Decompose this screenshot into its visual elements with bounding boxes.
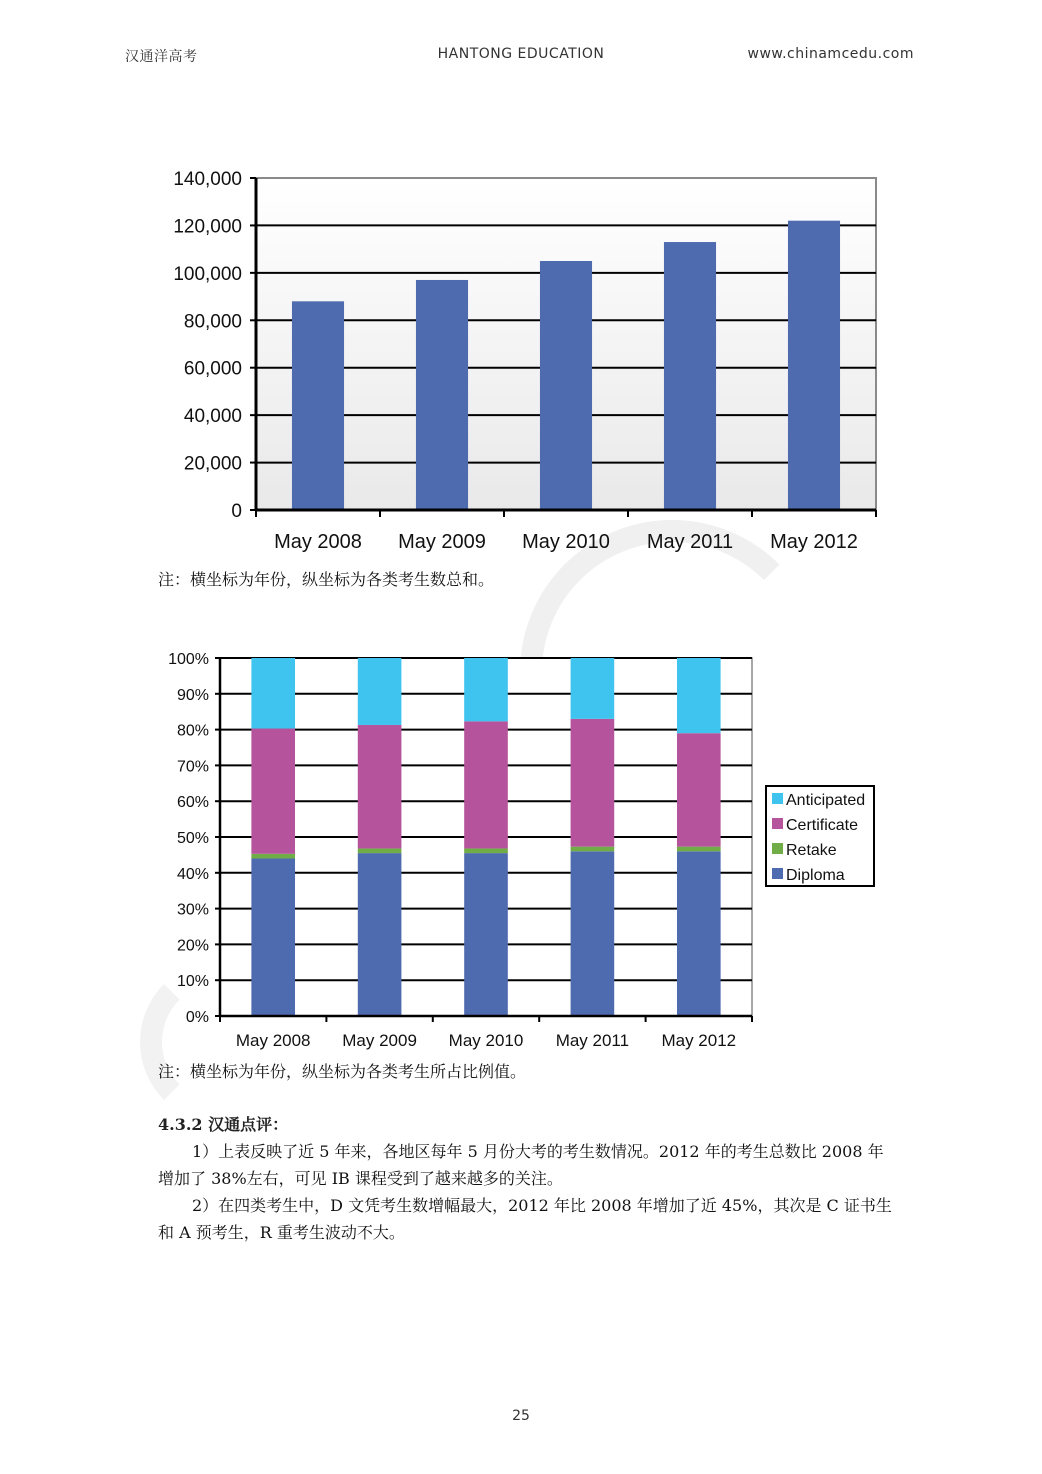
chart1-note: 注：横坐标为年份，纵坐标为各类考生数总和。 xyxy=(158,570,495,589)
chart2-bar-segment-diploma xyxy=(464,853,508,1016)
comment-paragraph-2: 2）在四类考生中，D 文凭考生数增幅最大，2012 年比 2008 年增加了近 45%，其次是 C 证书生和 A 预考生，R 重考生波动不大。 xyxy=(158,1196,892,1242)
legend-label-anticipated: Anticipated xyxy=(786,792,866,809)
chart2-bar-segment-anticipated xyxy=(251,658,295,729)
legend-swatch-diploma xyxy=(772,868,783,879)
legend-label-diploma: Diploma xyxy=(786,867,845,884)
chart2-y-tick-label: 20% xyxy=(176,937,209,955)
chart1-bar xyxy=(788,221,840,510)
chart2-bar-segment-certificate xyxy=(464,721,508,848)
chart2-bar-segment-retake xyxy=(677,847,721,852)
chart2-y-tick-label: 0% xyxy=(185,1009,209,1026)
page-number: 25 xyxy=(512,1408,530,1424)
chart2-y-tick-label: 90% xyxy=(176,686,209,704)
chart2-bar-segment-retake xyxy=(464,848,508,853)
chart1-y-tick-label: 40,000 xyxy=(183,406,242,428)
chart2-x-tick-label: May 2011 xyxy=(555,1031,630,1050)
chart2-x-tick-label: May 2012 xyxy=(661,1031,737,1050)
chart2-bar-segment-certificate xyxy=(571,719,615,847)
chart2-bar-segment-anticipated xyxy=(677,658,721,733)
legend-swatch-retake xyxy=(772,843,783,854)
chart2-bar-segment-certificate xyxy=(251,729,295,854)
chart1-y-tick-label: 120,000 xyxy=(173,216,242,238)
chart2-bar-segment-diploma xyxy=(677,851,721,1016)
chart2-y-tick-label: 80% xyxy=(176,722,209,740)
chart2-bar-segment-anticipated xyxy=(358,658,402,725)
chart1-x-tick-label: May 2010 xyxy=(522,531,610,553)
chart2-bar-segment-diploma xyxy=(251,858,295,1016)
candidate-share-stacked-chart xyxy=(150,645,890,1055)
chart2-bar-segment-certificate xyxy=(358,725,402,849)
chart1-x-tick-label: May 2012 xyxy=(770,531,858,553)
chart2-bar-segment-anticipated xyxy=(571,658,615,719)
chart1-bar xyxy=(416,280,468,510)
legend-swatch-certificate xyxy=(772,818,783,829)
chart1-bar xyxy=(664,242,716,510)
chart2-bar-segment-diploma xyxy=(571,851,615,1016)
chart2-note: 注：横坐标为年份，纵坐标为各类考生所占比例值。 xyxy=(158,1062,527,1081)
chart2-y-tick-label: 60% xyxy=(176,794,209,812)
chart2-legend xyxy=(766,786,874,886)
chart2-y-tick-label: 10% xyxy=(176,973,209,991)
chart1-y-tick-label: 0 xyxy=(231,501,242,522)
chart2-x-tick-label: May 2009 xyxy=(342,1031,417,1050)
section-heading: 4.3.2 汉通点评： xyxy=(158,1115,289,1134)
chart1-bar xyxy=(292,301,344,510)
chart2-bar-segment-diploma xyxy=(358,853,402,1016)
chart2-y-tick-label: 70% xyxy=(176,758,209,776)
header-right: www.chinamcedu.com xyxy=(747,46,914,62)
header-left: 汉通洋高考 xyxy=(125,49,198,65)
chart1-y-tick-label: 60,000 xyxy=(183,358,242,380)
chart2-bar-segment-anticipated xyxy=(464,658,508,721)
chart1-y-tick-label: 100,000 xyxy=(173,263,242,285)
chart2-bar-segment-certificate xyxy=(677,733,721,846)
chart2-bar-segment-retake xyxy=(571,847,615,852)
legend-swatch-anticipated xyxy=(772,793,783,804)
chart2-y-tick-label: 100% xyxy=(168,651,209,668)
legend-label-certificate: Certificate xyxy=(786,817,859,834)
legend-label-retake: Retake xyxy=(786,842,837,859)
chart2-x-tick-label: May 2010 xyxy=(448,1031,524,1050)
chart1-x-tick-label: May 2008 xyxy=(274,531,362,553)
chart1-y-tick-label: 140,000 xyxy=(173,169,242,190)
chart2-bar-segment-retake xyxy=(358,848,402,853)
chart1-y-tick-label: 20,000 xyxy=(183,453,242,475)
chart1-y-tick-label: 80,000 xyxy=(183,311,242,333)
chart2-y-tick-label: 40% xyxy=(176,865,209,883)
comment-paragraph-1: 1）上表反映了近 5 年来，各地区每年 5 月份大考的考生数情况。2012 年的考生总数比 2008 年增加了 38%左右，可见 IB 课程受到了越来越多的关注。 xyxy=(158,1142,884,1188)
header-center: HANTONG EDUCATION xyxy=(437,46,605,62)
chart2-bar-segment-retake xyxy=(251,854,295,859)
chart2-y-tick-label: 30% xyxy=(176,901,209,919)
chart1-x-tick-label: May 2009 xyxy=(398,531,486,553)
chart2-y-tick-label: 50% xyxy=(176,830,209,847)
chart1-bar xyxy=(540,261,592,510)
chart2-x-tick-label: May 2008 xyxy=(235,1031,311,1050)
total-candidates-bar-chart xyxy=(150,160,890,560)
chart1-x-tick-label: May 2011 xyxy=(646,531,734,553)
